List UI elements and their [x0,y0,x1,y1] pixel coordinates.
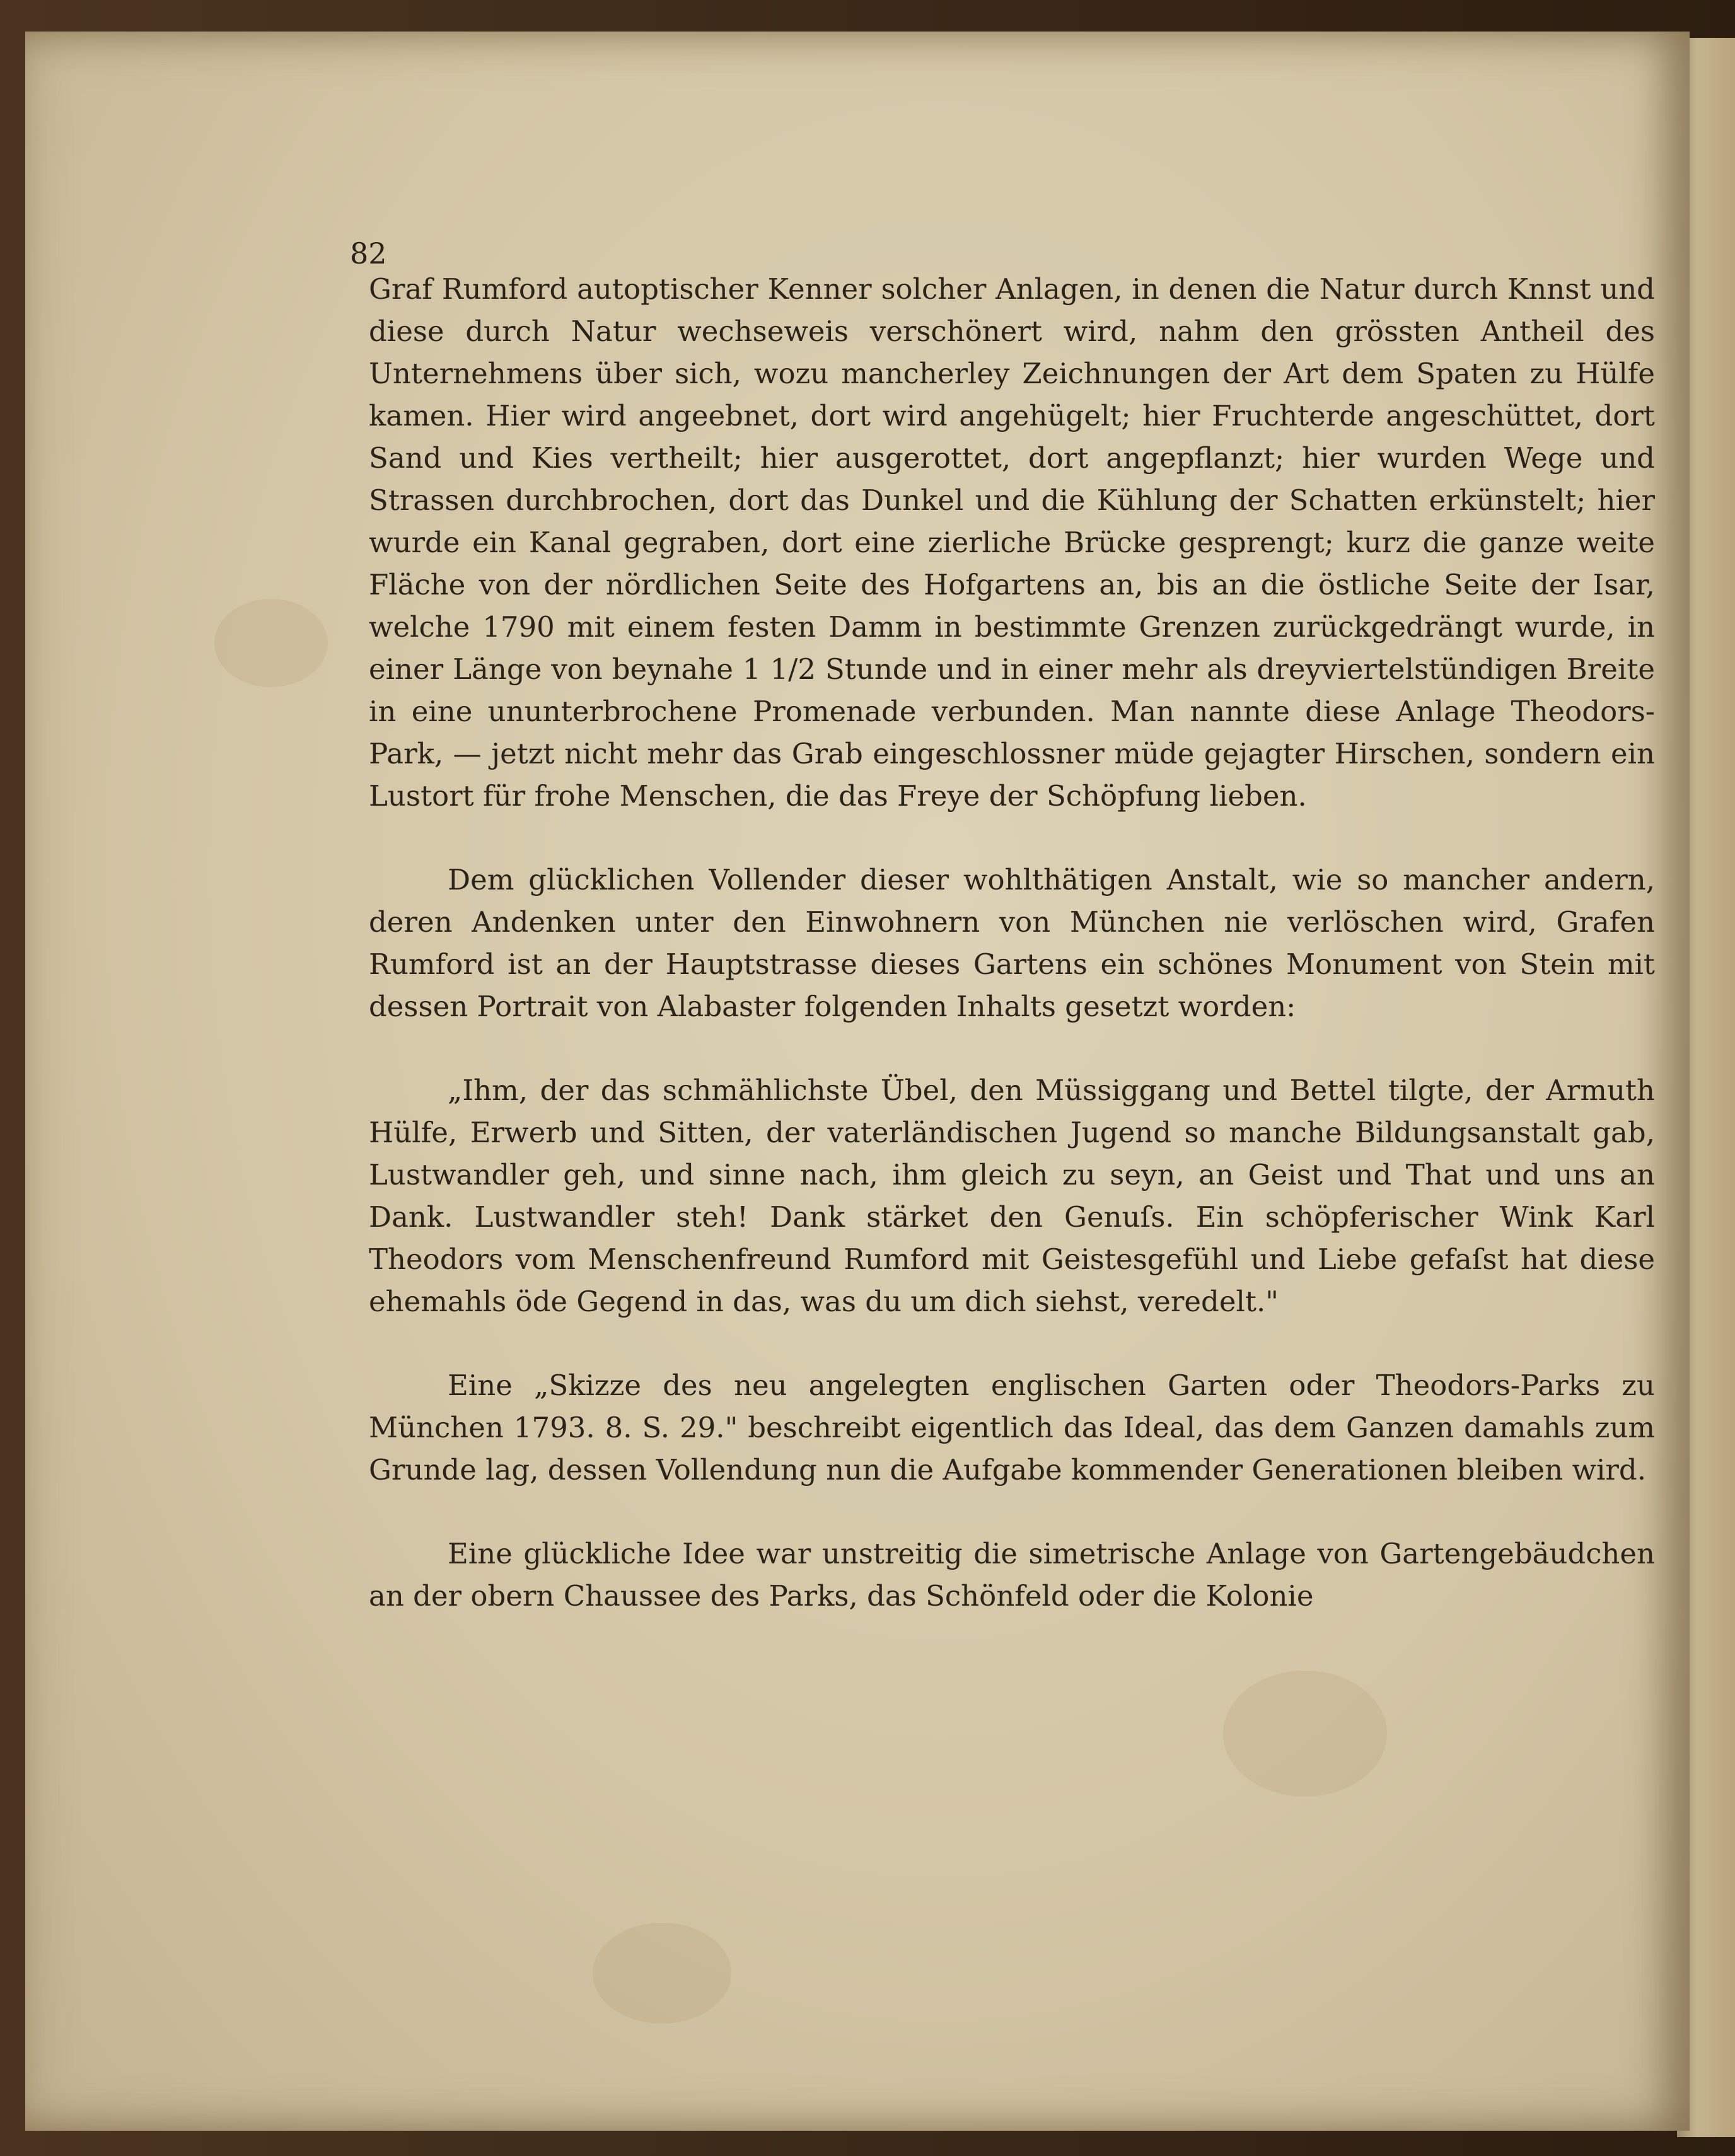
monument-inscription: „Ihm, der das schmählichste Übel, den Müssiggang und Bettel tilgte, der Armuth Hülfe, Erwerb und Sitten, der vaterländischen Jugend so manche Bildungsanstalt gab, Lustwandler geh, und sinne nach, ihm gleich zu seyn, an Geist und That und uns an Dank. Lustwandler steh! Dank stärket den Genuſs. Ein schöpferischer Wink Karl Theodors vom Menschenfreund Rumford mit Geistesgefühl und Liebe gefaſst hat diese ehemahls öde Gegend in das, was du um dich siehst, veredelt." [369,1074,1655,1318]
paper-stain [1223,1671,1387,1797]
paper-stain [214,599,328,687]
paragraph: Eine „Skizze des neu angelegten englischen Garten oder Theodors-Parks zu München 1793. 8. S. 29." beschreibt eigentlich das Ideal, das dem Ganzen damahls zum Grunde lag, dessen Vollendung nun die Aufgabe kommender Generationen bleiben wird. [369,1369,1655,1487]
paper-stain [593,1923,731,2024]
paragraph: Eine glückliche Idee war unstreitig die simetrische Anlage von Gartengebäudchen an der obern Chaussee des Parks, das Schönfeld oder die Kolonie [369,1537,1655,1613]
paragraph: Graf Rumford autoptischer Kenner solcher Anlagen, in denen die Natur durch Knnst und diese durch Natur wechseweis verschönert wird, nahm den grössten Antheil des Unternehmens über sich, wozu mancherley Zeichnungen der Art dem Spaten zu Hülfe kamen. Hier wird angeebnet, dort wird angehügelt; hier Fruchterde angeschüttet, dort Sand und Kies vertheilt; hier ausgerottet, dort angepflanzt; hier wurden Wege und Strassen durchbrochen, dort das Dunkel und die Kühlung der Schatten erkünstelt; hier wurde ein Kanal gegraben, dort eine zierliche Brücke gesprengt; kurz die ganze weite Fläche von der nördlichen Seite des Hofgartens an, bis an die östliche Seite der Isar, welche 1790 mit einem festen Damm in bestimmte Grenzen zurückgedrängt wurde, in einer Länge von beynahe 1 1/2 Stunde und in einer mehr als dreyviertelstündigen Breite in eine ununterbrochene Promenade verbunden. Man nannte diese Anlage Theodors-Park, — jetzt nicht mehr das Grab eingeschlossner müde gejagter Hirschen, sondern ein Lustort für frohe Menschen, die das Freye der Schöpfung lieben. [369,272,1655,813]
paragraph: Dem glücklichen Vollender dieser wohlthätigen Anstalt, wie so mancher andern, deren Andenken unter den Einwohnern von München nie verlöschen wird, Grafen Rumford ist an der Hauptstrasse dieses Gartens ein schönes Monument von Stein mit dessen Portrait von Alabaster folgenden Inhalts gesetzt worden: [369,863,1655,1023]
body-text [369,268,1655,1617]
page-number: 82 [350,236,387,270]
